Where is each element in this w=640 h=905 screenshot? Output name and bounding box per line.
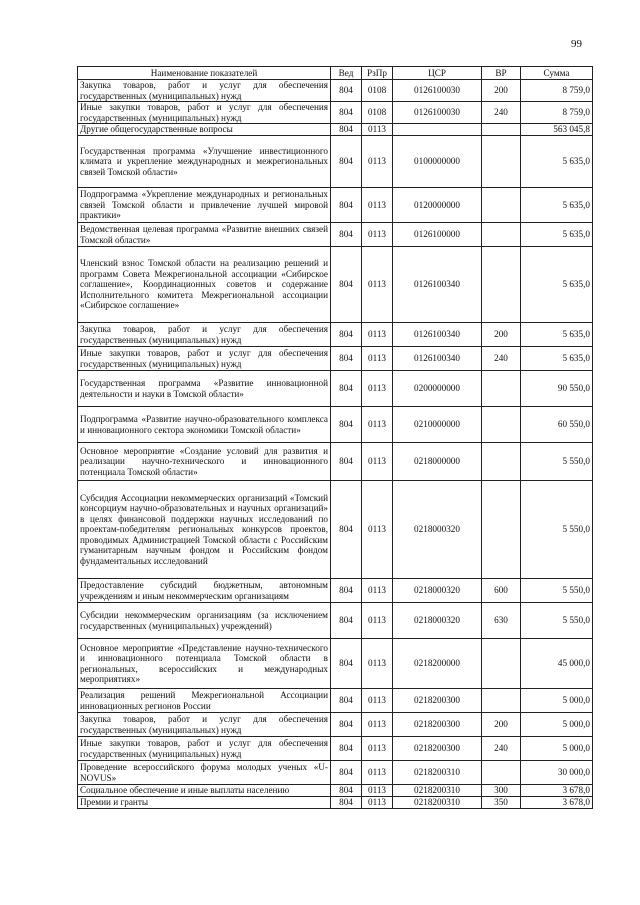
cell-rzpr: 0113 — [362, 407, 393, 443]
cell-ved: 804 — [331, 247, 362, 323]
table-row — [78, 579, 593, 603]
table-row — [78, 371, 593, 407]
cell-vr: 240 — [482, 347, 521, 371]
cell-vr — [482, 136, 521, 188]
cell-vr — [482, 188, 521, 223]
cell-csr — [393, 124, 482, 136]
cell-sum: 5 635,0 — [521, 136, 593, 188]
cell-vr — [482, 639, 521, 689]
header-vr: ВР — [482, 67, 521, 80]
table-row — [78, 188, 593, 223]
cell-csr: 0126100340 — [393, 347, 482, 371]
cell-vr: 240 — [482, 102, 521, 124]
cell-rzpr: 0113 — [362, 323, 393, 347]
cell-csr: 0218000320 — [393, 481, 482, 579]
cell-name: Реализация решений Межрегиональной Ассоциации инновационных регионов России — [78, 689, 331, 713]
cell-sum: 5 635,0 — [521, 247, 593, 323]
cell-csr: 0200000000 — [393, 371, 482, 407]
cell-ved: 804 — [331, 80, 362, 102]
cell-sum: 90 550,0 — [521, 371, 593, 407]
cell-name: Закупка товаров, работ и услуг для обеспечения государственных (муниципальных) нужд — [78, 323, 331, 347]
cell-csr: 0218200310 — [393, 797, 482, 809]
cell-vr: 240 — [482, 737, 521, 761]
cell-sum: 5 550,0 — [521, 603, 593, 639]
cell-name: Государственная программа «Развитие инновационной деятельности и науки в Томской области» — [78, 371, 331, 407]
table-row — [78, 797, 593, 809]
cell-vr: 600 — [482, 579, 521, 603]
cell-ved: 804 — [331, 713, 362, 737]
cell-ved: 804 — [331, 481, 362, 579]
cell-csr: 0126100030 — [393, 102, 482, 124]
cell-rzpr: 0113 — [362, 639, 393, 689]
cell-rzpr: 0113 — [362, 713, 393, 737]
cell-csr: 0120000000 — [393, 188, 482, 223]
cell-csr: 0126100340 — [393, 323, 482, 347]
table-row — [78, 247, 593, 323]
cell-name: Членский взнос Томской области на реализацию решений и программ Совета Межрегиональной ассоциации «Сибирское соглашение», Координационных советов и содержание Исполнительного комитета Межрегиональной ассоциации «Сибирское соглашение» — [78, 247, 331, 323]
cell-vr — [482, 407, 521, 443]
cell-sum: 5 550,0 — [521, 443, 593, 481]
table-row — [78, 639, 593, 689]
cell-sum: 5 635,0 — [521, 347, 593, 371]
cell-sum: 60 550,0 — [521, 407, 593, 443]
header-sum: Сумма — [521, 67, 593, 80]
cell-rzpr: 0113 — [362, 603, 393, 639]
cell-name: Подпрограмма «Развитие научно-образовательного комплекса и инновационного сектора экономики Томской области» — [78, 407, 331, 443]
cell-ved: 804 — [331, 188, 362, 223]
table-row — [78, 443, 593, 481]
cell-csr: 0218000000 — [393, 443, 482, 481]
cell-vr: 350 — [482, 797, 521, 809]
table-row — [78, 713, 593, 737]
cell-rzpr: 0108 — [362, 80, 393, 102]
table-row — [78, 223, 593, 247]
cell-sum: 45 000,0 — [521, 639, 593, 689]
table-row — [78, 80, 593, 102]
table-row — [78, 737, 593, 761]
table-row — [78, 603, 593, 639]
cell-rzpr: 0113 — [362, 481, 393, 579]
cell-vr — [482, 443, 521, 481]
cell-rzpr: 0108 — [362, 102, 393, 124]
cell-name: Основное мероприятие «Создание условий для развития и реализации научно-технического и инновационного потенциала Томской области» — [78, 443, 331, 481]
budget-table — [77, 66, 593, 809]
cell-rzpr: 0113 — [362, 797, 393, 809]
cell-sum: 5 635,0 — [521, 323, 593, 347]
cell-ved: 804 — [331, 761, 362, 785]
cell-rzpr: 0113 — [362, 223, 393, 247]
cell-rzpr: 0113 — [362, 136, 393, 188]
table-row — [78, 785, 593, 797]
cell-ved: 804 — [331, 785, 362, 797]
table-row — [78, 124, 593, 136]
table-row — [78, 347, 593, 371]
cell-ved: 804 — [331, 603, 362, 639]
cell-rzpr: 0113 — [362, 443, 393, 481]
cell-name: Ведомственная целевая программа «Развитие внешних связей Томской области» — [78, 223, 331, 247]
cell-ved: 804 — [331, 737, 362, 761]
cell-vr — [482, 223, 521, 247]
cell-rzpr: 0113 — [362, 689, 393, 713]
cell-ved: 804 — [331, 102, 362, 124]
cell-rzpr: 0113 — [362, 737, 393, 761]
cell-csr: 0218000320 — [393, 579, 482, 603]
cell-name: Субсидия Ассоциации некоммерческих организаций «Томский консорциум научно-образовательных и научных организаций» в целях финансовой поддержки научных исследований по проектам-победителям региональных конкурсов проектов, проводимых Администрацией Томской области с Российским гуманитарным научным фондом и Российским фондом фундаментальных исследований — [78, 481, 331, 579]
cell-ved: 804 — [331, 371, 362, 407]
cell-vr — [482, 481, 521, 579]
cell-ved: 804 — [331, 407, 362, 443]
cell-ved: 804 — [331, 797, 362, 809]
cell-name: Субсидии некоммерческим организациям (за исключением государственных (муниципальных) учреждений) — [78, 603, 331, 639]
cell-vr: 200 — [482, 323, 521, 347]
cell-name: Основное мероприятие «Представление научно-технического и инновационного потенциала Томской области в региональных, всероссийских и международных мероприятиях» — [78, 639, 331, 689]
cell-ved: 804 — [331, 323, 362, 347]
cell-csr: 0100000000 — [393, 136, 482, 188]
cell-csr: 0126100000 — [393, 223, 482, 247]
cell-sum: 8 759,0 — [521, 102, 593, 124]
table-row — [78, 136, 593, 188]
cell-rzpr: 0113 — [362, 347, 393, 371]
header-ved: Вед — [331, 67, 362, 80]
cell-name: Иные закупки товаров, работ и услуг для обеспечения государственных (муниципальных) нужд — [78, 737, 331, 761]
cell-sum: 30 000,0 — [521, 761, 593, 785]
cell-rzpr: 0113 — [362, 247, 393, 323]
cell-rzpr: 0113 — [362, 761, 393, 785]
cell-rzpr: 0113 — [362, 371, 393, 407]
cell-name: Другие общегосударственные вопросы — [78, 124, 331, 136]
cell-vr: 200 — [482, 80, 521, 102]
cell-vr — [482, 371, 521, 407]
header-rzpr: РзПр — [362, 67, 393, 80]
cell-vr: 300 — [482, 785, 521, 797]
table-row — [78, 407, 593, 443]
cell-sum: 3 678,0 — [521, 785, 593, 797]
cell-sum: 5 550,0 — [521, 481, 593, 579]
cell-sum: 3 678,0 — [521, 797, 593, 809]
cell-csr: 0210000000 — [393, 407, 482, 443]
cell-name: Проведение всероссийского форума молодых ученых «U-NOVUS» — [78, 761, 331, 785]
cell-sum: 5 635,0 — [521, 223, 593, 247]
cell-csr: 0218000320 — [393, 603, 482, 639]
cell-ved: 804 — [331, 579, 362, 603]
cell-sum: 563 045,8 — [521, 124, 593, 136]
table-row — [78, 102, 593, 124]
cell-sum: 5 000,0 — [521, 713, 593, 737]
table-row — [78, 481, 593, 579]
header-csr: ЦСР — [393, 67, 482, 80]
cell-ved: 804 — [331, 124, 362, 136]
cell-csr: 0218200000 — [393, 639, 482, 689]
cell-vr: 200 — [482, 713, 521, 737]
cell-name: Подпрограмма «Укрепление международных и региональных связей Томской области и привлечение лучшей мировой практики» — [78, 188, 331, 223]
cell-name: Премии и гранты — [78, 797, 331, 809]
cell-csr: 0218200310 — [393, 761, 482, 785]
cell-name: Социальное обеспечение и иные выплаты населению — [78, 785, 331, 797]
cell-csr: 0126100340 — [393, 247, 482, 323]
cell-ved: 804 — [331, 689, 362, 713]
cell-name: Иные закупки товаров, работ и услуг для обеспечения государственных (муниципальных) нужд — [78, 347, 331, 371]
cell-sum: 5 635,0 — [521, 188, 593, 223]
cell-sum: 5 000,0 — [521, 689, 593, 713]
cell-sum: 5 550,0 — [521, 579, 593, 603]
cell-sum: 5 000,0 — [521, 737, 593, 761]
table-row — [78, 689, 593, 713]
cell-vr — [482, 247, 521, 323]
page-number: 99 — [571, 38, 582, 50]
cell-sum: 8 759,0 — [521, 80, 593, 102]
cell-name: Закупка товаров, работ и услуг для обеспечения государственных (муниципальных) нужд — [78, 713, 331, 737]
table-row — [78, 761, 593, 785]
cell-vr — [482, 689, 521, 713]
cell-csr: 0218200300 — [393, 737, 482, 761]
cell-vr — [482, 124, 521, 136]
cell-name: Предоставление субсидий бюджетным, автономным учреждениям и иным некоммерческим организациям — [78, 579, 331, 603]
cell-name: Государственная программа «Улучшение инвестиционного климата и укрепление международных и межрегиональных связей Томской области» — [78, 136, 331, 188]
cell-name: Иные закупки товаров, работ и услуг для обеспечения государственных (муниципальных) нужд — [78, 102, 331, 124]
cell-rzpr: 0113 — [362, 785, 393, 797]
cell-vr: 630 — [482, 603, 521, 639]
cell-ved: 804 — [331, 639, 362, 689]
cell-name: Закупка товаров, работ и услуг для обеспечения государственных (муниципальных) нужд — [78, 80, 331, 102]
table-header-row — [78, 67, 593, 80]
cell-rzpr: 0113 — [362, 124, 393, 136]
cell-vr — [482, 761, 521, 785]
cell-csr: 0218200300 — [393, 713, 482, 737]
cell-rzpr: 0113 — [362, 188, 393, 223]
table-body — [78, 80, 593, 809]
cell-csr: 0126100030 — [393, 80, 482, 102]
header-name: Наименование показателей — [78, 67, 331, 80]
table-row — [78, 323, 593, 347]
cell-rzpr: 0113 — [362, 579, 393, 603]
cell-csr: 0218200310 — [393, 785, 482, 797]
cell-ved: 804 — [331, 443, 362, 481]
cell-csr: 0218200300 — [393, 689, 482, 713]
cell-ved: 804 — [331, 136, 362, 188]
cell-ved: 804 — [331, 347, 362, 371]
cell-ved: 804 — [331, 223, 362, 247]
